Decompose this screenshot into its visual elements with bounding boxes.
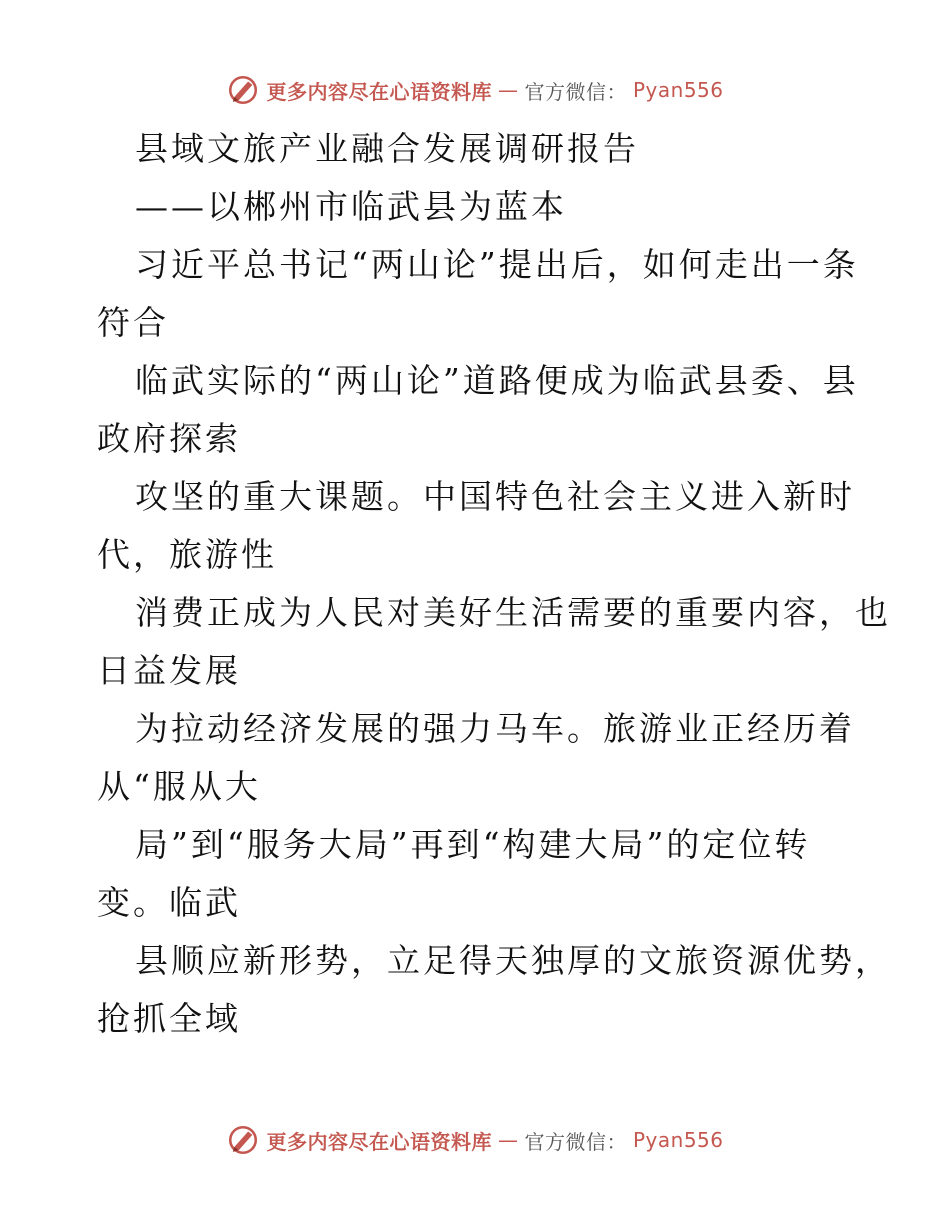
text-line: 政府探索	[97, 419, 241, 458]
text-line: 消费正成为人民对美好生活需要的重要内容，也	[135, 593, 891, 632]
text-line: 临武实际的“两山论”道路便成为临武县委、县	[135, 361, 859, 400]
doc-title: 县域文旅产业融合发展调研报告	[135, 129, 639, 168]
footer-banner	[0, 1120, 950, 1160]
banner-main-text: 更多内容尽在心语资料库	[266, 79, 492, 104]
text-line: 抢抓全域	[97, 999, 241, 1038]
banner-label: 官方微信：	[524, 79, 627, 104]
pen-logo-icon	[226, 73, 260, 107]
text-line: 变。临武	[97, 883, 241, 922]
document-body	[97, 120, 891, 1048]
text-line: 局”到“服务大局”再到“构建大局”的定位转	[135, 825, 811, 864]
banner-label: 官方微信：	[524, 1129, 627, 1154]
text-line: 为拉动经济发展的强力马车。旅游业正经历着	[135, 709, 855, 748]
banner-wechat-id: Pyan556	[632, 78, 724, 102]
banner-wechat-id: Pyan556	[632, 1128, 724, 1152]
text-line: 习近平总书记“两山论”提出后，如何走出一条	[135, 245, 859, 284]
text-line: 县顺应新形势，立足得天独厚的文旅资源优势，	[135, 941, 891, 980]
text-line: 符合	[97, 303, 169, 342]
banner-main-text: 更多内容尽在心语资料库	[266, 1129, 492, 1154]
text-line: 从“服从大	[97, 767, 261, 806]
header-banner	[0, 70, 950, 110]
text-line: 日益发展	[97, 651, 241, 690]
pen-logo-icon	[226, 1123, 260, 1157]
text-line: 攻坚的重大课题。中国特色社会主义进入新时	[135, 477, 855, 516]
banner-separator: —	[497, 78, 519, 102]
doc-subtitle: ——以郴州市临武县为蓝本	[135, 187, 567, 226]
text-line: 代，旅游性	[97, 535, 277, 574]
banner-separator: —	[497, 1128, 519, 1152]
